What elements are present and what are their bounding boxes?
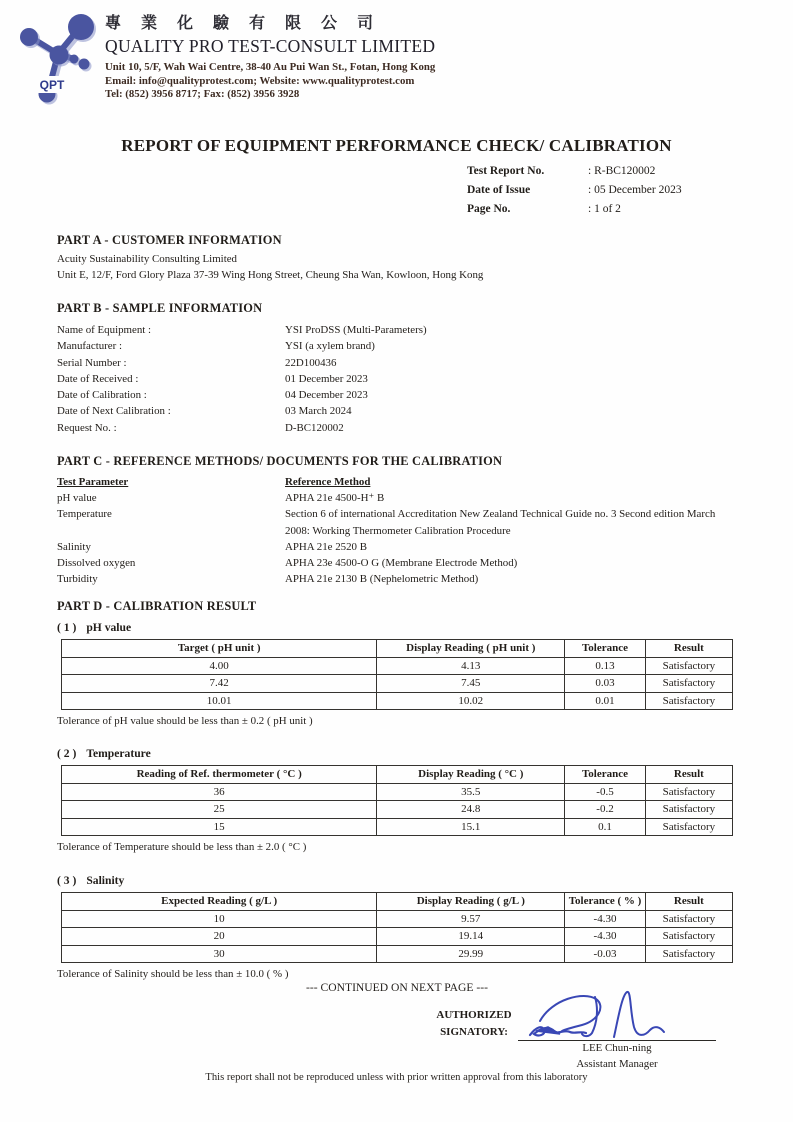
report-info-row: [467, 165, 682, 184]
report-no-label: Test Report No.: [467, 165, 545, 177]
col-header: Display Reading ( °C ): [377, 766, 565, 784]
table-header-row: [62, 766, 733, 784]
test-parameter-col-header: Test Parameter: [57, 476, 129, 488]
temperature-calibration-table: [61, 765, 733, 836]
cell-target: 20: [62, 928, 377, 946]
table-row: [62, 801, 733, 819]
table-header-row: [62, 640, 733, 658]
col-header: Reading of Ref. thermometer ( °C ): [62, 766, 377, 784]
reference-method-row: [57, 539, 737, 555]
tolerance-note: Tolerance of pH value should be less than ± 0.2 ( pH unit ): [57, 715, 313, 727]
continued-on-next-page: --- CONTINUED ON NEXT PAGE ---: [306, 981, 488, 994]
company-header: [105, 10, 645, 102]
part-d-heading: PART D - CALIBRATION RESULT: [57, 599, 257, 613]
part-b-section: [57, 301, 737, 436]
date-of-issue-value: : 05 December 2023: [588, 184, 682, 196]
cell-result: Satisfactory: [645, 657, 732, 675]
cell-tolerance: -0.2: [565, 801, 646, 819]
table-header-row: [62, 893, 733, 911]
cell-display: 29.99: [377, 945, 565, 963]
signatory-name: LEE Chun-ning: [582, 1042, 652, 1054]
page-no-label: Page No.: [467, 203, 511, 215]
col-header: Tolerance: [565, 640, 646, 658]
subsection-label: [57, 747, 737, 760]
reference-method: APHA 21e 2520 B: [285, 540, 367, 553]
subsection-name: Temperature: [86, 747, 151, 760]
col-header: Tolerance ( % ): [565, 893, 646, 911]
table-row: [62, 945, 733, 963]
cell-display: 35.5: [377, 783, 565, 801]
calibration-section-ph: [57, 621, 737, 727]
col-header: Target ( pH unit ): [62, 640, 377, 658]
field-value: D-BC120002: [285, 421, 344, 434]
logo-qpt-text: QPT: [39, 78, 65, 92]
company-address: Unit 10, 5/F, Wah Wai Centre, 38-40 Au Pui Wan St., Fotan, Hong Kong: [105, 61, 436, 73]
cell-tolerance: 0.03: [565, 675, 646, 693]
table-row: [62, 928, 733, 946]
test-parameter: Salinity: [57, 540, 91, 553]
table-row: [62, 657, 733, 675]
report-info: [467, 165, 682, 222]
col-header: Result: [645, 766, 732, 784]
cell-target: 25: [62, 801, 377, 819]
field-label: Manufacturer :: [57, 340, 123, 353]
page-no-value: : 1 of 2: [588, 203, 621, 215]
cell-result: Satisfactory: [645, 801, 732, 819]
field-label: Serial Number :: [57, 356, 127, 369]
table-row: [62, 818, 733, 836]
company-contact: Email: info@qualityprotest.com; Website: www.qualityprotest.com: [105, 74, 415, 87]
cell-result: Satisfactory: [645, 910, 732, 928]
cell-tolerance: 0.1: [565, 818, 646, 836]
col-header: Tolerance: [565, 766, 646, 784]
cell-target: 10: [62, 910, 377, 928]
field-value: 01 December 2023: [285, 372, 368, 385]
reference-method-row: [57, 506, 737, 538]
reference-method: APHA 21e 4500-H⁺ B: [285, 492, 385, 505]
signature-line: [518, 1040, 716, 1041]
reference-method-row: [57, 571, 737, 587]
cell-display: 15.1: [377, 818, 565, 836]
cell-target: 7.42: [62, 675, 377, 693]
customer-name: Acuity Sustainability Consulting Limited: [57, 253, 237, 265]
qpt-molecule-logo-icon: [8, 2, 106, 106]
cell-tolerance: -0.5: [565, 783, 646, 801]
sample-info-list: [57, 322, 737, 436]
part-c-heading: PART C - REFERENCE METHODS/ DOCUMENTS FOR THE CALIBRATION: [57, 454, 503, 468]
sample-info-row: [57, 371, 737, 387]
customer-address: Unit E, 12/F, Ford Glory Plaza 37-39 Wing Hong Street, Cheung Sha Wan, Kowloon, Hong Kong: [57, 268, 484, 281]
part-a-heading: PART A - CUSTOMER INFORMATION: [57, 233, 282, 247]
reference-method-row: [57, 490, 737, 506]
cell-target: 15: [62, 818, 377, 836]
cell-tolerance: -4.30: [565, 928, 646, 946]
sample-info-row: [57, 355, 737, 371]
sample-info-row: [57, 403, 737, 419]
test-parameter: Dissolved oxygen: [57, 557, 136, 570]
authorized-label: AUTHORIZED: [436, 1009, 512, 1021]
field-value: YSI (a xylem brand): [285, 340, 375, 353]
col-header: Expected Reading ( g/L ): [62, 893, 377, 911]
signature-ink: [522, 985, 702, 1043]
table-row: [62, 692, 733, 710]
cell-result: Satisfactory: [645, 928, 732, 946]
cell-result: Satisfactory: [645, 818, 732, 836]
part-d-heading-block: [57, 599, 737, 614]
subsection-label: [57, 874, 737, 887]
report-info-row: [467, 203, 682, 222]
subsection-number: ( 2 ): [57, 747, 77, 760]
cell-tolerance: -0.03: [565, 945, 646, 963]
cell-display: 19.14: [377, 928, 565, 946]
part-c-section: [57, 454, 737, 587]
cell-display: 9.57: [377, 910, 565, 928]
subsection-number: ( 1 ): [57, 621, 77, 634]
cell-display: 24.8: [377, 801, 565, 819]
report-title: REPORT OF EQUIPMENT PERFORMANCE CHECK/ CALIBRATION: [121, 136, 672, 155]
reference-method: Section 6 of international Accreditation New Zealand Technical Guide no. 3 Second edition March 2008: Working Thermometer Calibration Procedure: [285, 508, 716, 537]
test-parameter: pH value: [57, 492, 97, 505]
cell-result: Satisfactory: [645, 945, 732, 963]
cell-result: Satisfactory: [645, 692, 732, 710]
cell-result: Satisfactory: [645, 783, 732, 801]
cell-tolerance: 0.13: [565, 657, 646, 675]
sample-info-row: [57, 322, 737, 338]
cell-target: 10.01: [62, 692, 377, 710]
field-label: Date of Received :: [57, 372, 139, 385]
field-value: 04 December 2023: [285, 389, 368, 402]
company-name-zh: 專 業 化 驗 有 限 公 司: [105, 15, 382, 32]
reference-methods-list: [57, 474, 737, 587]
subsection-number: ( 3 ): [57, 874, 77, 887]
col-header: Display Reading ( g/L ): [377, 893, 565, 911]
sample-info-row: [57, 387, 737, 403]
signatory-title: Assistant Manager: [576, 1058, 658, 1070]
subsection-label: [57, 621, 737, 634]
reproduction-disclaimer: This report shall not be reproduced unless with prior written approval from this laboratory: [205, 1072, 588, 1083]
company-tel-fax: Tel: (852) 3956 8717; Fax: (852) 3956 3928: [105, 88, 300, 101]
field-label: Date of Next Calibration :: [57, 405, 171, 418]
cell-tolerance: 0.01: [565, 692, 646, 710]
company-address-block: [105, 61, 645, 102]
subsection-name: pH value: [86, 621, 132, 634]
field-label: Date of Calibration :: [57, 389, 147, 402]
ph-calibration-table: [61, 639, 733, 710]
reference-method-col-header: Reference Method: [285, 476, 371, 488]
reference-method: APHA 23e 4500-O G (Membrane Electrode Method): [285, 557, 518, 570]
company-name-en: QUALITY PRO TEST-CONSULT LIMITED: [105, 36, 436, 56]
cell-target: 4.00: [62, 657, 377, 675]
date-of-issue-label: Date of Issue: [467, 184, 531, 196]
field-value: YSI ProDSS (Multi-Parameters): [285, 324, 427, 336]
cell-target: 30: [62, 945, 377, 963]
report-no-value: : R-BC120002: [588, 165, 656, 177]
field-label: Request No. :: [57, 421, 117, 434]
tolerance-note: Tolerance of Salinity should be less than ± 10.0 ( % ): [57, 968, 289, 980]
salinity-calibration-table: [61, 892, 733, 963]
reference-methods-header: [57, 474, 737, 490]
field-value: 03 March 2024: [285, 405, 352, 418]
test-parameter: Temperature: [57, 508, 112, 521]
field-value: 22D100436: [285, 356, 337, 369]
authorized-signatory-label: [428, 1007, 520, 1041]
cell-result: Satisfactory: [645, 675, 732, 693]
cell-target: 36: [62, 783, 377, 801]
part-a-section: [57, 233, 737, 283]
subsection-name: Salinity: [86, 874, 125, 887]
cell-display: 10.02: [377, 692, 565, 710]
cell-display: 4.13: [377, 657, 565, 675]
calibration-section-salinity: [57, 874, 737, 980]
table-row: [62, 910, 733, 928]
tolerance-note: Tolerance of Temperature should be less than ± 2.0 ( °C ): [57, 841, 307, 853]
report-info-row: [467, 184, 682, 203]
signatory-label: SIGNATORY:: [440, 1026, 508, 1038]
col-header: Result: [645, 893, 732, 911]
sample-info-row: [57, 338, 737, 354]
col-header: Result: [645, 640, 732, 658]
cell-display: 7.45: [377, 675, 565, 693]
test-parameter: Turbidity: [57, 573, 98, 586]
sample-info-row: [57, 420, 737, 436]
reference-method-row: [57, 555, 737, 571]
cell-tolerance: -4.30: [565, 910, 646, 928]
calibration-section-temperature: [57, 747, 737, 853]
part-b-heading: PART B - SAMPLE INFORMATION: [57, 301, 263, 315]
table-row: [62, 783, 733, 801]
col-header: Display Reading ( pH unit ): [377, 640, 565, 658]
reference-method: APHA 21e 2130 B (Nephelometric Method): [285, 573, 479, 586]
field-label: Name of Equipment :: [57, 324, 152, 336]
table-row: [62, 675, 733, 693]
